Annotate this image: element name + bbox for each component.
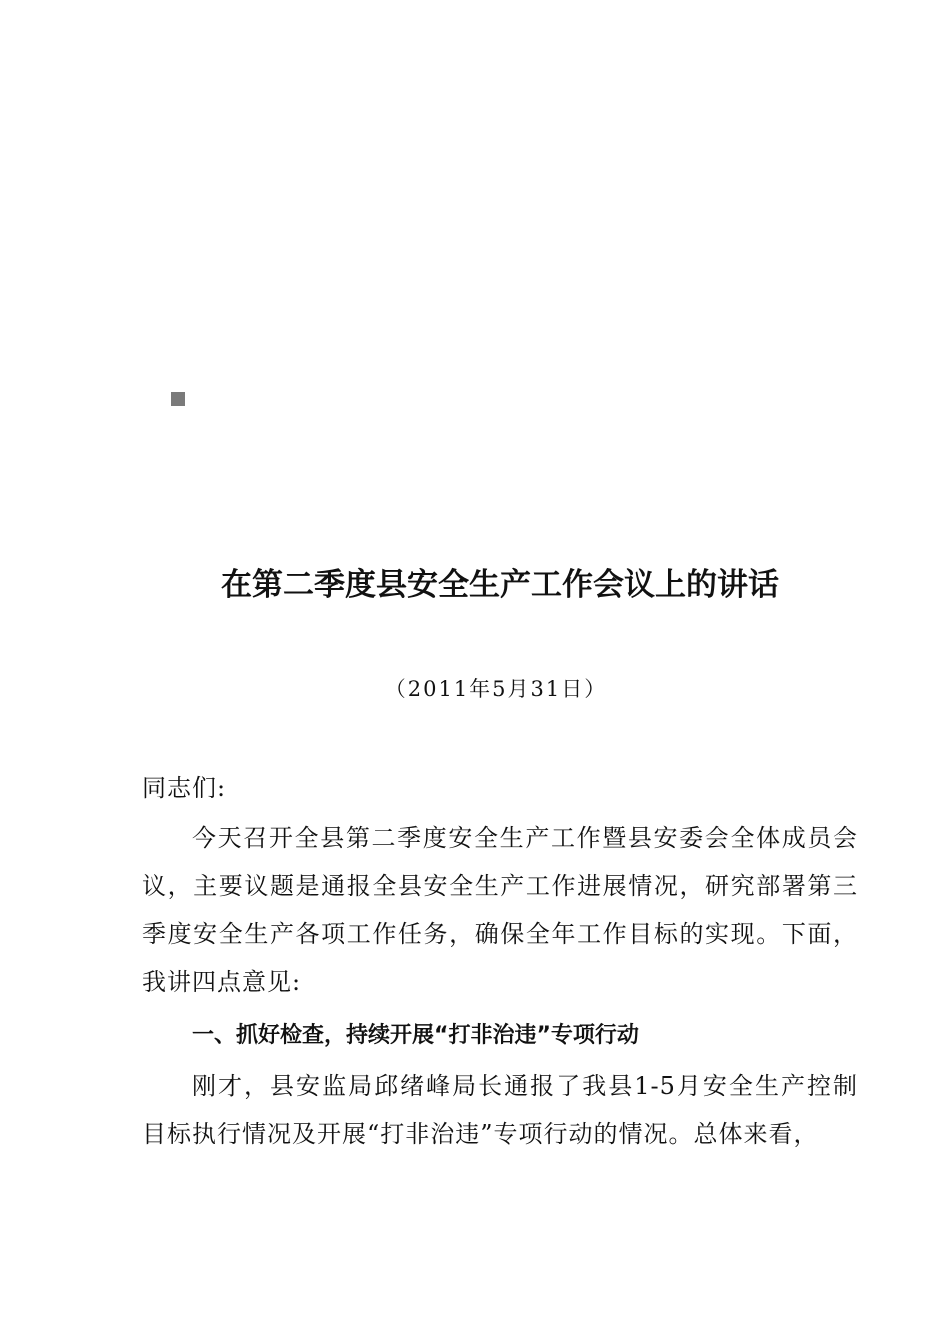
paragraph-1: 今天召开全县第二季度安全生产工作暨县安委会全体成员会议，主要议题是通报全县安全生产工作进展情况，研究部署第三季度安全生产各项工作任务，确保全年工作目标的实现。下面，我讲四点意见: [142,824,858,996]
document-date: （2011年5月31日） [384,677,608,701]
section-heading-1: 一、抓好检查，持续开展“打非治违”专项行动 [192,1023,639,1048]
document-title: 在第二季度县安全生产工作会议上的讲话 [221,567,779,603]
greeting: 同志们: [142,774,227,802]
square-bullet-icon [171,392,185,406]
paragraph-2: 刚才，县安监局邱绪峰局长通报了我县1-5月安全生产控制目标执行情况及开展“打非治违”专项行动的情况。总体来看， [142,1072,858,1148]
